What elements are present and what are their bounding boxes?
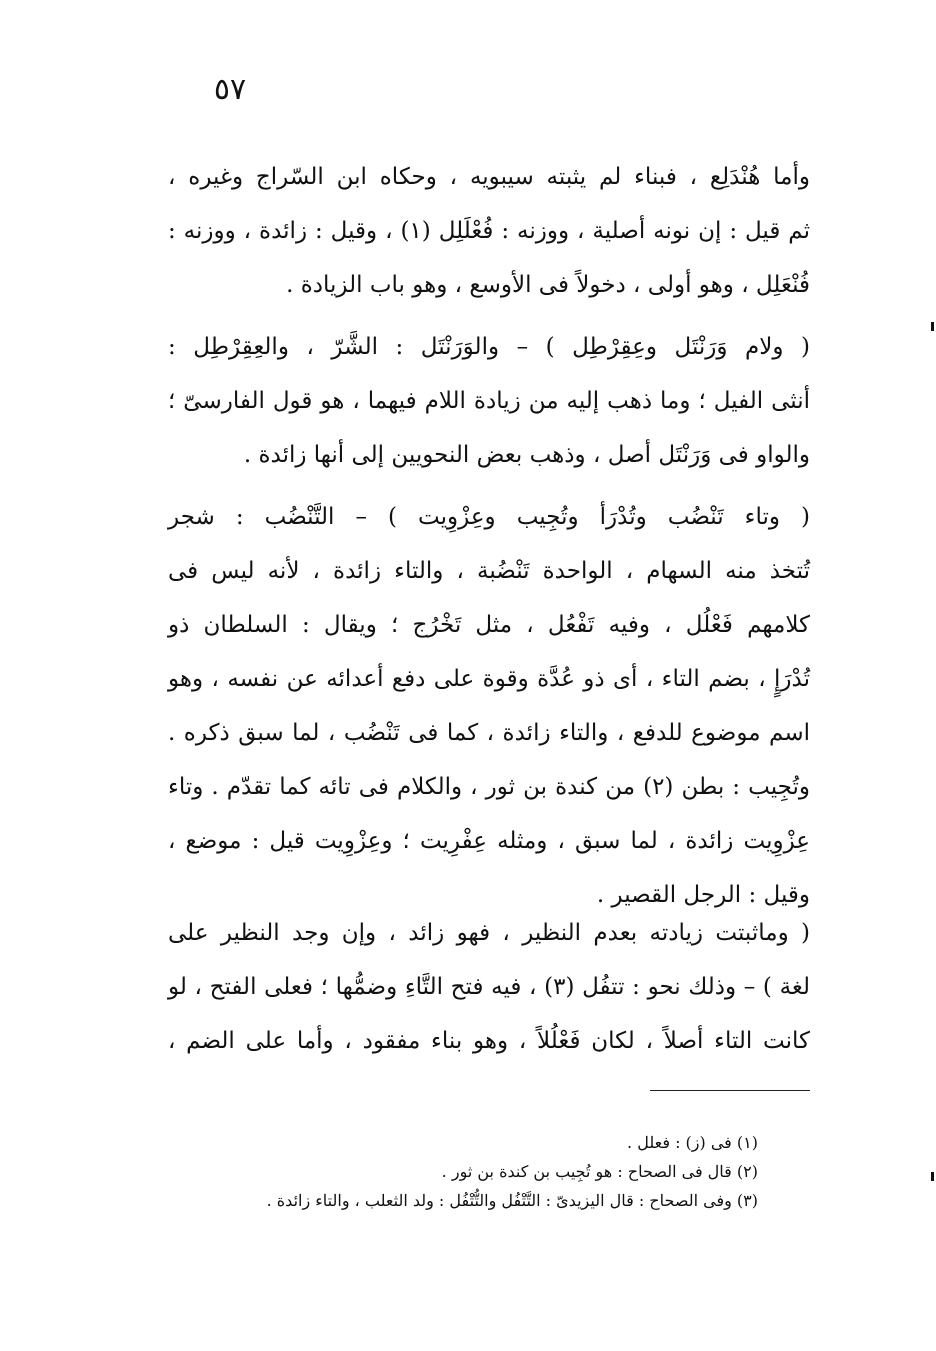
footnote-2: (٢) قال فى الصحاح : هو تُجِيب بن كندة بن ثور . xyxy=(441,1162,758,1181)
text-line: تُدْرَإٍ ، بضم التاء ، أى ذو عُدَّة وقوة على دفع أعدائه عن نفسه ، وهو xyxy=(168,666,810,692)
text-line: ( وتاء تَنْضُب وتُدْرَأ وتُجِيب وعِزْوِيت ) – التَّنْضُب : شجر xyxy=(168,504,810,530)
text-line: ثم قيل : إن نونه أصلية ، ووزنه : فُعْلَلِل (١) ، وقيل : زائدة ، ووزنه : xyxy=(168,218,810,244)
paragraph-text xyxy=(168,150,810,312)
footnote-separator xyxy=(650,1090,810,1091)
text-line: وتُجِيب : بطن (٢) من كندة بن ثور ، والكلام فى تائه كما تقدّم . وتاء xyxy=(168,774,810,800)
page-number: ٥٧ xyxy=(213,72,247,107)
paragraph-2 xyxy=(168,320,810,482)
text-line: أنثى الفيل ؛ وما ذهب إليه من زيادة اللام فيهما ، هو قول الفارسىّ ؛ xyxy=(168,388,810,414)
text-line: تُتخذ منه السهام ، الواحدة تَنْضُبة ، والتاء زائدة ، لأنه ليس فى xyxy=(168,558,810,584)
text-line: كلامهم فَعْلُل ، وفيه تَفْعُل ، مثل تَخْرُج ؛ ويقال : السلطان ذو xyxy=(168,612,810,638)
text-line: اسم موضوع للدفع ، والتاء زائدة ، كما فى تَنْضُب ، لما سبق ذكره . xyxy=(168,720,810,746)
margin-scan-mark xyxy=(931,322,934,331)
footnotes xyxy=(150,1128,758,1215)
paragraph-3 xyxy=(168,490,810,922)
margin-scan-mark xyxy=(931,1172,934,1181)
paragraph-1 xyxy=(168,150,810,312)
text-line: وأما هُنْدَلِع ، فبناء لم يثبته سيبويه ، وحكاه ابن السّراج وغيره ، xyxy=(168,164,810,190)
footnote-1: (١) فى (ز) : فعلل . xyxy=(627,1133,758,1152)
text-line: ( وماثبتت زيادته بعدم النظير ، فهو زائد ، وإن وجد النظير على xyxy=(168,920,810,946)
paragraph-text xyxy=(168,490,810,922)
paragraph-text xyxy=(168,320,810,482)
footnote-3: (٣) وفى الصحاح : قال اليزيدىّ : التَّتْفُل والتُّتْفُل : ولد الثعلب ، والتاء زائدة . xyxy=(266,1191,758,1210)
text-line: كانت التاء أصلاً ، لكان فَعْلُلاً ، وهو بناء مفقود ، وأما على الضم ، xyxy=(168,1028,810,1054)
text-line: والواو فى وَرَنْتَل أصل ، وذهب بعض النحويين إلى أنها زائدة . xyxy=(243,442,810,468)
text-line: وقيل : الرجل القصير . xyxy=(596,882,810,908)
text-line: عِزْوِيت زائدة ، لما سبق ، ومثله عِفْرِيت ؛ وعِزْوِيت قيل : موضع ، xyxy=(168,828,810,854)
text-line: ( ولام وَرَنْتَل وعِقِرْطِل ) – والوَرَنْتَل : الشَّرّ ، والعِقِرْطِل : xyxy=(168,334,810,360)
paragraph-4 xyxy=(168,906,810,1068)
text-line: فُنْعَلِل ، وهو أولى ، دخولاً فى الأوسع ، وهو باب الزيادة . xyxy=(286,272,810,298)
text-line: لغة ) – وذلك نحو : تتفُل (٣) ، فيه فتح التَّاءِ وضمُّها ؛ فعلى الفتح ، لو xyxy=(168,974,811,1000)
paragraph-text xyxy=(168,906,810,1068)
